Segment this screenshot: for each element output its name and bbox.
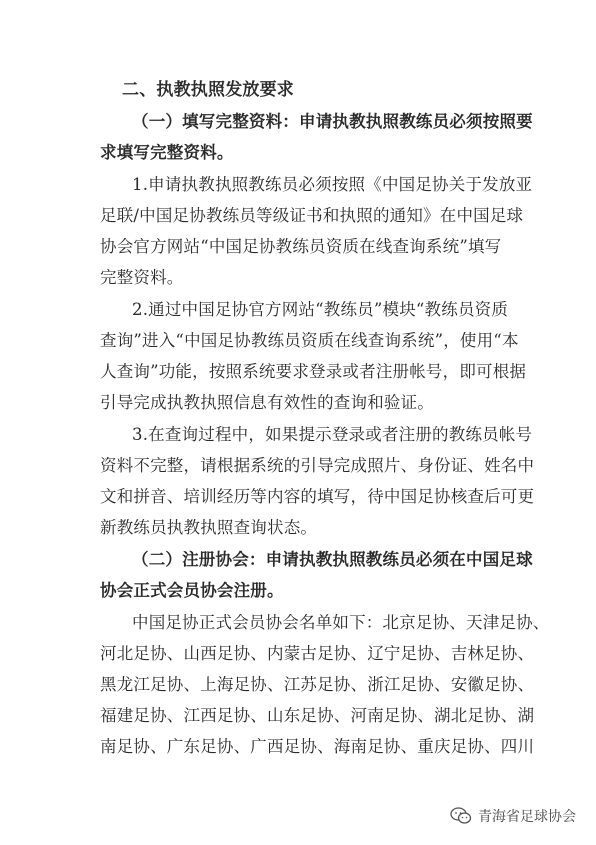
item-3-line-1: 3.在查询过程中，如果提示登录或者注册的教练员帐号: [132, 425, 533, 444]
item-3-line-3: 文和拼音、培训经历等内容的填写，待中国足协核查后可更: [100, 487, 535, 506]
item-3-line-2: 资料不完整，请根据系统的引导完成照片、身份证、姓名中: [100, 456, 535, 475]
item-1-line-3: 协会官方网站“中国足协教练员资质在线查询系统”填写: [100, 237, 502, 256]
item-2-line-4: 引导完成执教执照信息有效性的查询和验证。: [100, 393, 434, 412]
wechat-icon: [450, 807, 472, 825]
section-heading: 二、执教执照发放要求: [122, 80, 294, 100]
wechat-account-name: 青海省足球协会: [478, 809, 576, 825]
member-list-line-2: 河北足协、山西足协、内蒙古足协、辽宁足协、吉林足协、: [100, 644, 535, 663]
item-2-line-2: 查询”进入“中国足协教练员资质在线查询系统”，使用“本: [100, 331, 519, 350]
subsection-2-line-1: （二）注册协会：申请执教执照教练员必须在中国足球: [132, 550, 533, 569]
item-2-line-1: 2.通过中国足协官方网站“教练员”模块“教练员资质: [132, 300, 509, 319]
item-1-line-2: 足联/中国足协教练员等级证书和执照的通知》在中国足球: [100, 206, 524, 225]
item-1-line-4: 完整资料。: [100, 268, 184, 287]
member-list-line-5: 南足协、广东足协、广西足协、海南足协、重庆足协、四川: [100, 737, 535, 756]
subsection-1-line-2: 求填写完整资料。: [100, 143, 234, 162]
member-list-line-3: 黑龙江足协、上海足协、江苏足协、浙江足协、安徽足协、: [100, 675, 535, 694]
member-list-line-4: 福建足协、江西足协、山东足协、河南足协、湖北足协、湖: [100, 706, 535, 725]
subsection-2-line-2: 协会正式会员协会注册。: [100, 581, 284, 600]
item-2-line-3: 人查询”功能，按照系统要求登录或者注册帐号，即可根据: [100, 362, 527, 381]
wechat-account-watermark: [450, 806, 576, 826]
subsection-1-line-1: （一）填写完整资料：申请执教执照教练员必须按照要: [132, 112, 533, 131]
member-list-line-1: 中国足协正式会员协会名单如下：北京足协、天津足协、: [132, 613, 550, 632]
item-1-line-1: 1.申请执教执照教练员必须按照《中国足协关于发放亚: [132, 175, 533, 194]
item-3-line-4: 新教练员执教执照查询状态。: [100, 518, 318, 537]
